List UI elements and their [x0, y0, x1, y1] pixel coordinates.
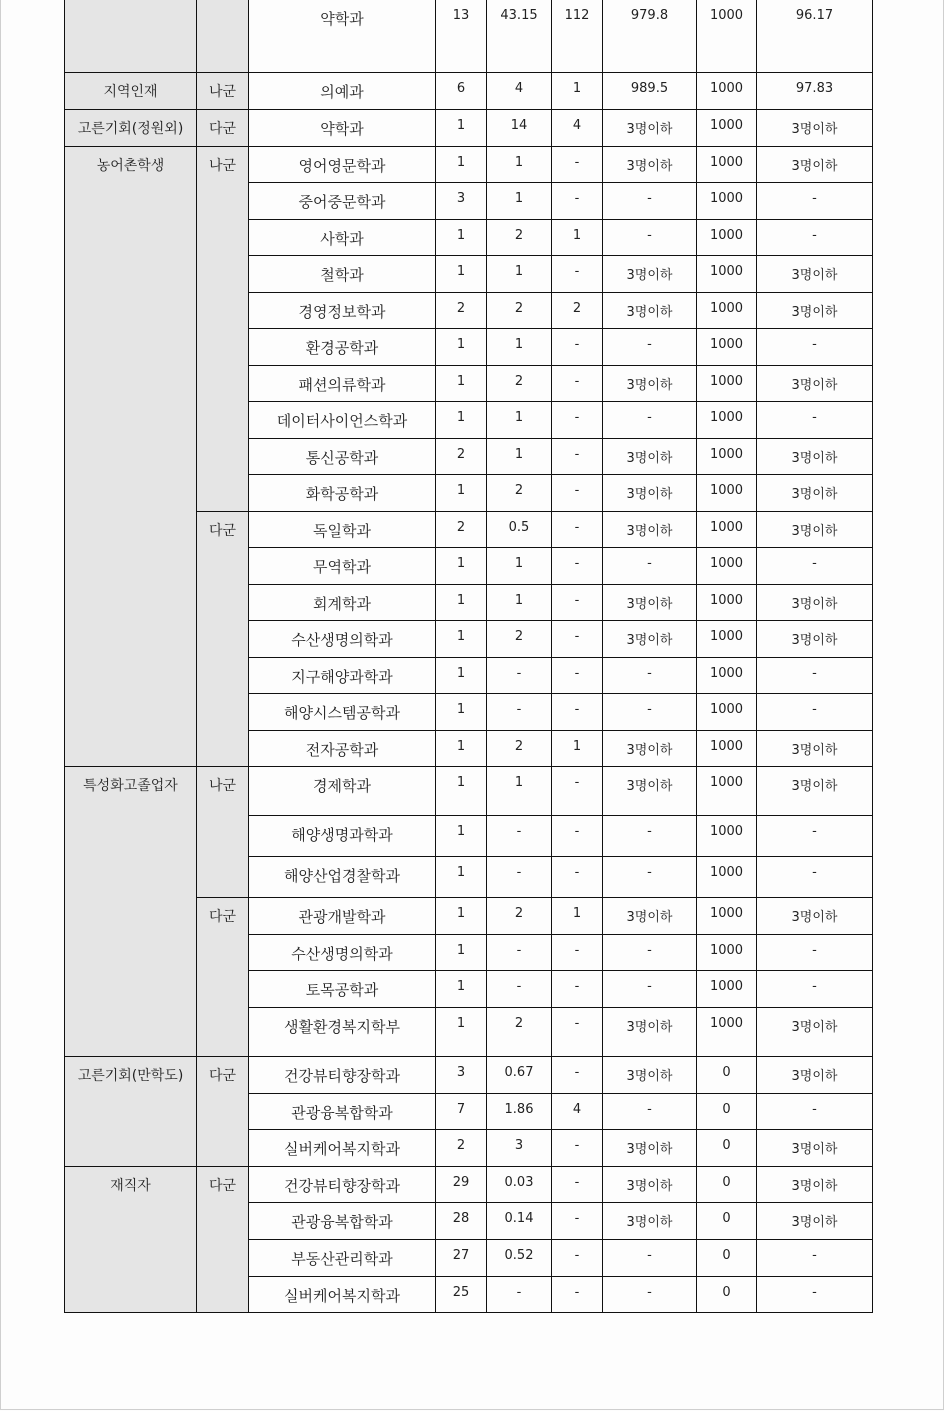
- additional-admit-cell: -: [552, 183, 603, 220]
- gun-cell: 다군: [197, 512, 249, 767]
- max-score-cell: 1000: [697, 439, 757, 475]
- quota-cell: 1: [436, 366, 487, 402]
- admission-type-cell: [65, 0, 197, 73]
- quota-cell: 2: [436, 1130, 487, 1167]
- quota-cell: 1: [436, 220, 487, 256]
- quota-cell: 1: [436, 816, 487, 857]
- avg-score-cell: 3명이하: [603, 475, 697, 512]
- table-row: [65, 767, 873, 816]
- avg-score-cell: 3명이하: [603, 767, 697, 816]
- max-score-cell: 0: [697, 1240, 757, 1277]
- max-score-cell: 1000: [697, 971, 757, 1008]
- converted-avg-cell: 3명이하: [757, 110, 873, 147]
- max-score-cell: 1000: [697, 857, 757, 898]
- max-score-cell: 1000: [697, 0, 757, 73]
- table-row: [65, 147, 873, 183]
- converted-avg-cell: -: [757, 816, 873, 857]
- quota-cell: 2: [436, 439, 487, 475]
- avg-score-cell: 3명이하: [603, 585, 697, 621]
- competition-ratio-cell: 2: [487, 898, 552, 935]
- competition-ratio-cell: 2: [487, 621, 552, 658]
- quota-cell: 2: [436, 293, 487, 329]
- converted-avg-cell: -: [757, 971, 873, 1008]
- converted-avg-cell: 3명이하: [757, 366, 873, 402]
- quota-cell: 1: [436, 147, 487, 183]
- competition-ratio-cell: 0.52: [487, 1240, 552, 1277]
- additional-admit-cell: -: [552, 475, 603, 512]
- department-cell: 전자공학과: [249, 731, 436, 767]
- additional-admit-cell: -: [552, 1203, 603, 1240]
- additional-admit-cell: -: [552, 1008, 603, 1057]
- competition-ratio-cell: 1: [487, 183, 552, 220]
- additional-admit-cell: -: [552, 1277, 603, 1313]
- converted-avg-cell: -: [757, 402, 873, 439]
- converted-avg-cell: -: [757, 935, 873, 971]
- avg-score-cell: -: [603, 971, 697, 1008]
- max-score-cell: 0: [697, 1094, 757, 1130]
- avg-score-cell: 3명이하: [603, 898, 697, 935]
- converted-avg-cell: 3명이하: [757, 512, 873, 548]
- max-score-cell: 1000: [697, 935, 757, 971]
- department-cell: 통신공학과: [249, 439, 436, 475]
- quota-cell: 25: [436, 1277, 487, 1313]
- competition-ratio-cell: 1: [487, 256, 552, 293]
- quota-cell: 1: [436, 935, 487, 971]
- quota-cell: 1: [436, 971, 487, 1008]
- converted-avg-cell: -: [757, 658, 873, 694]
- competition-ratio-cell: 0.14: [487, 1203, 552, 1240]
- department-cell: 해양산업경찰학과: [249, 857, 436, 898]
- avg-score-cell: 3명이하: [603, 293, 697, 329]
- quota-cell: 1: [436, 548, 487, 585]
- max-score-cell: 1000: [697, 293, 757, 329]
- avg-score-cell: 979.8: [603, 0, 697, 73]
- avg-score-cell: -: [603, 1240, 697, 1277]
- max-score-cell: 1000: [697, 329, 757, 366]
- additional-admit-cell: -: [552, 971, 603, 1008]
- competition-ratio-cell: 2: [487, 1008, 552, 1057]
- additional-admit-cell: -: [552, 439, 603, 475]
- additional-admit-cell: -: [552, 1167, 603, 1203]
- max-score-cell: 1000: [697, 898, 757, 935]
- avg-score-cell: 989.5: [603, 73, 697, 110]
- converted-avg-cell: -: [757, 1277, 873, 1313]
- quota-cell: 3: [436, 183, 487, 220]
- quota-cell: 1: [436, 658, 487, 694]
- department-cell: 건강뷰티향장학과: [249, 1167, 436, 1203]
- competition-ratio-cell: 1: [487, 548, 552, 585]
- competition-ratio-cell: 1: [487, 439, 552, 475]
- competition-ratio-cell: -: [487, 694, 552, 731]
- additional-admit-cell: -: [552, 1057, 603, 1094]
- additional-admit-cell: -: [552, 658, 603, 694]
- quota-cell: 3: [436, 1057, 487, 1094]
- gun-cell: 다군: [197, 1167, 249, 1313]
- competition-ratio-cell: 1: [487, 585, 552, 621]
- avg-score-cell: -: [603, 857, 697, 898]
- converted-avg-cell: 3명이하: [757, 621, 873, 658]
- avg-score-cell: -: [603, 329, 697, 366]
- gun-cell: 나군: [197, 767, 249, 898]
- department-cell: 영어영문학과: [249, 147, 436, 183]
- department-cell: 화학공학과: [249, 475, 436, 512]
- converted-avg-cell: 3명이하: [757, 1130, 873, 1167]
- avg-score-cell: -: [603, 816, 697, 857]
- department-cell: 수산생명의학과: [249, 621, 436, 658]
- competition-ratio-cell: 1: [487, 147, 552, 183]
- max-score-cell: 1000: [697, 366, 757, 402]
- avg-score-cell: 3명이하: [603, 1008, 697, 1057]
- additional-admit-cell: -: [552, 767, 603, 816]
- max-score-cell: 1000: [697, 694, 757, 731]
- converted-avg-cell: 3명이하: [757, 585, 873, 621]
- additional-admit-cell: -: [552, 329, 603, 366]
- quota-cell: 2: [436, 512, 487, 548]
- department-cell: 해양생명과학과: [249, 816, 436, 857]
- competition-ratio-cell: 0.03: [487, 1167, 552, 1203]
- max-score-cell: 1000: [697, 220, 757, 256]
- avg-score-cell: -: [603, 1094, 697, 1130]
- max-score-cell: 1000: [697, 512, 757, 548]
- gun-cell: 나군: [197, 147, 249, 512]
- additional-admit-cell: 1: [552, 898, 603, 935]
- quota-cell: 28: [436, 1203, 487, 1240]
- department-cell: 관광융복합학과: [249, 1203, 436, 1240]
- department-cell: 생활환경복지학부: [249, 1008, 436, 1057]
- competition-ratio-cell: -: [487, 935, 552, 971]
- max-score-cell: 1000: [697, 767, 757, 816]
- quota-cell: 1: [436, 475, 487, 512]
- additional-admit-cell: -: [552, 1240, 603, 1277]
- max-score-cell: 1000: [697, 658, 757, 694]
- max-score-cell: 1000: [697, 110, 757, 147]
- quota-cell: 1: [436, 402, 487, 439]
- quota-cell: 7: [436, 1094, 487, 1130]
- avg-score-cell: -: [603, 183, 697, 220]
- additional-admit-cell: -: [552, 585, 603, 621]
- quota-cell: 1: [436, 731, 487, 767]
- max-score-cell: 1000: [697, 585, 757, 621]
- additional-admit-cell: 2: [552, 293, 603, 329]
- avg-score-cell: -: [603, 935, 697, 971]
- avg-score-cell: 3명이하: [603, 439, 697, 475]
- competition-ratio-cell: 1: [487, 329, 552, 366]
- quota-cell: 1: [436, 621, 487, 658]
- competition-ratio-cell: 2: [487, 731, 552, 767]
- max-score-cell: 0: [697, 1130, 757, 1167]
- max-score-cell: 1000: [697, 548, 757, 585]
- quota-cell: 1: [436, 110, 487, 147]
- competition-ratio-cell: -: [487, 971, 552, 1008]
- quota-cell: 1: [436, 256, 487, 293]
- admission-type-cell: 재직자: [65, 1167, 197, 1313]
- converted-avg-cell: -: [757, 548, 873, 585]
- department-cell: 토목공학과: [249, 971, 436, 1008]
- max-score-cell: 1000: [697, 147, 757, 183]
- avg-score-cell: 3명이하: [603, 366, 697, 402]
- quota-cell: 13: [436, 0, 487, 73]
- gun-cell: 나군: [197, 73, 249, 110]
- avg-score-cell: -: [603, 548, 697, 585]
- additional-admit-cell: -: [552, 935, 603, 971]
- max-score-cell: 0: [697, 1057, 757, 1094]
- max-score-cell: 1000: [697, 256, 757, 293]
- max-score-cell: 1000: [697, 402, 757, 439]
- department-cell: 무역학과: [249, 548, 436, 585]
- department-cell: 약학과: [249, 0, 436, 73]
- converted-avg-cell: 97.83: [757, 73, 873, 110]
- avg-score-cell: 3명이하: [603, 256, 697, 293]
- department-cell: 패션의류학과: [249, 366, 436, 402]
- avg-score-cell: 3명이하: [603, 1203, 697, 1240]
- avg-score-cell: -: [603, 402, 697, 439]
- max-score-cell: 1000: [697, 475, 757, 512]
- department-cell: 데이터사이언스학과: [249, 402, 436, 439]
- competition-ratio-cell: -: [487, 658, 552, 694]
- department-cell: 관광개발학과: [249, 898, 436, 935]
- avg-score-cell: -: [603, 694, 697, 731]
- quota-cell: 1: [436, 329, 487, 366]
- department-cell: 회계학과: [249, 585, 436, 621]
- converted-avg-cell: -: [757, 857, 873, 898]
- additional-admit-cell: -: [552, 256, 603, 293]
- competition-ratio-cell: 1: [487, 402, 552, 439]
- max-score-cell: 1000: [697, 816, 757, 857]
- additional-admit-cell: -: [552, 366, 603, 402]
- converted-avg-cell: 3명이하: [757, 256, 873, 293]
- converted-avg-cell: 3명이하: [757, 898, 873, 935]
- avg-score-cell: 3명이하: [603, 1167, 697, 1203]
- additional-admit-cell: -: [552, 147, 603, 183]
- table-row: [65, 1057, 873, 1094]
- avg-score-cell: 3명이하: [603, 621, 697, 658]
- additional-admit-cell: -: [552, 816, 603, 857]
- department-cell: 수산생명의학과: [249, 935, 436, 971]
- max-score-cell: 0: [697, 1167, 757, 1203]
- competition-ratio-cell: 0.67: [487, 1057, 552, 1094]
- converted-avg-cell: -: [757, 694, 873, 731]
- quota-cell: 29: [436, 1167, 487, 1203]
- additional-admit-cell: 4: [552, 110, 603, 147]
- converted-avg-cell: -: [757, 1094, 873, 1130]
- competition-ratio-cell: 1: [487, 767, 552, 816]
- converted-avg-cell: 3명이하: [757, 147, 873, 183]
- converted-avg-cell: 3명이하: [757, 1008, 873, 1057]
- converted-avg-cell: 3명이하: [757, 767, 873, 816]
- max-score-cell: 1000: [697, 183, 757, 220]
- converted-avg-cell: -: [757, 220, 873, 256]
- department-cell: 독일학과: [249, 512, 436, 548]
- department-cell: 해양시스템공학과: [249, 694, 436, 731]
- table-row: [65, 73, 873, 110]
- converted-avg-cell: 3명이하: [757, 293, 873, 329]
- converted-avg-cell: 3명이하: [757, 475, 873, 512]
- additional-admit-cell: 112: [552, 0, 603, 73]
- converted-avg-cell: -: [757, 1240, 873, 1277]
- converted-avg-cell: -: [757, 329, 873, 366]
- competition-ratio-cell: 2: [487, 220, 552, 256]
- avg-score-cell: 3명이하: [603, 110, 697, 147]
- department-cell: 중어중문학과: [249, 183, 436, 220]
- avg-score-cell: 3명이하: [603, 147, 697, 183]
- max-score-cell: 1000: [697, 621, 757, 658]
- additional-admit-cell: 1: [552, 73, 603, 110]
- department-cell: 철학과: [249, 256, 436, 293]
- department-cell: 부동산관리학과: [249, 1240, 436, 1277]
- competition-ratio-cell: 0.5: [487, 512, 552, 548]
- quota-cell: 1: [436, 694, 487, 731]
- gun-cell: 다군: [197, 1057, 249, 1167]
- quota-cell: 27: [436, 1240, 487, 1277]
- additional-admit-cell: 1: [552, 731, 603, 767]
- avg-score-cell: 3명이하: [603, 512, 697, 548]
- max-score-cell: 1000: [697, 1008, 757, 1057]
- additional-admit-cell: 4: [552, 1094, 603, 1130]
- max-score-cell: 1000: [697, 731, 757, 767]
- admission-type-cell: 고른기회(정원외): [65, 110, 197, 147]
- avg-score-cell: 3명이하: [603, 1130, 697, 1167]
- department-cell: 관광융복합학과: [249, 1094, 436, 1130]
- quota-cell: 1: [436, 898, 487, 935]
- table-row: [65, 110, 873, 147]
- competition-ratio-cell: 2: [487, 475, 552, 512]
- competition-ratio-cell: 3: [487, 1130, 552, 1167]
- competition-ratio-cell: -: [487, 1277, 552, 1313]
- competition-ratio-cell: 2: [487, 293, 552, 329]
- converted-avg-cell: 96.17: [757, 0, 873, 73]
- department-cell: 실버케어복지학과: [249, 1277, 436, 1313]
- additional-admit-cell: -: [552, 857, 603, 898]
- additional-admit-cell: 1: [552, 220, 603, 256]
- competition-ratio-cell: -: [487, 816, 552, 857]
- quota-cell: 1: [436, 1008, 487, 1057]
- admission-results-table: [64, 0, 873, 1313]
- avg-score-cell: -: [603, 220, 697, 256]
- quota-cell: 6: [436, 73, 487, 110]
- converted-avg-cell: 3명이하: [757, 1203, 873, 1240]
- converted-avg-cell: 3명이하: [757, 731, 873, 767]
- department-cell: 경제학과: [249, 767, 436, 816]
- avg-score-cell: 3명이하: [603, 731, 697, 767]
- table-row: [65, 1167, 873, 1203]
- additional-admit-cell: -: [552, 548, 603, 585]
- gun-cell: [197, 0, 249, 73]
- quota-cell: 1: [436, 857, 487, 898]
- max-score-cell: 1000: [697, 73, 757, 110]
- department-cell: 실버케어복지학과: [249, 1130, 436, 1167]
- converted-avg-cell: 3명이하: [757, 1167, 873, 1203]
- department-cell: 사학과: [249, 220, 436, 256]
- competition-ratio-cell: 4: [487, 73, 552, 110]
- competition-ratio-cell: 14: [487, 110, 552, 147]
- department-cell: 환경공학과: [249, 329, 436, 366]
- avg-score-cell: -: [603, 1277, 697, 1313]
- competition-ratio-cell: 43.15: [487, 0, 552, 73]
- converted-avg-cell: 3명이하: [757, 1057, 873, 1094]
- competition-ratio-cell: 1.86: [487, 1094, 552, 1130]
- converted-avg-cell: -: [757, 183, 873, 220]
- admission-type-cell: 특성화고졸업자: [65, 767, 197, 1057]
- admission-type-cell: 고른기회(만학도): [65, 1057, 197, 1167]
- additional-admit-cell: -: [552, 1130, 603, 1167]
- avg-score-cell: 3명이하: [603, 1057, 697, 1094]
- avg-score-cell: -: [603, 658, 697, 694]
- additional-admit-cell: -: [552, 694, 603, 731]
- gun-cell: 다군: [197, 898, 249, 1057]
- converted-avg-cell: 3명이하: [757, 439, 873, 475]
- gun-cell: 다군: [197, 110, 249, 147]
- table-row: [65, 0, 873, 73]
- admission-type-cell: 지역인재: [65, 73, 197, 110]
- competition-ratio-cell: -: [487, 857, 552, 898]
- additional-admit-cell: -: [552, 621, 603, 658]
- additional-admit-cell: -: [552, 512, 603, 548]
- max-score-cell: 0: [697, 1203, 757, 1240]
- department-cell: 경영정보학과: [249, 293, 436, 329]
- admission-type-cell: 농어촌학생: [65, 147, 197, 767]
- department-cell: 의예과: [249, 73, 436, 110]
- department-cell: 지구해양과학과: [249, 658, 436, 694]
- additional-admit-cell: -: [552, 402, 603, 439]
- quota-cell: 1: [436, 585, 487, 621]
- max-score-cell: 0: [697, 1277, 757, 1313]
- competition-ratio-cell: 2: [487, 366, 552, 402]
- department-cell: 약학과: [249, 110, 436, 147]
- department-cell: 건강뷰티향장학과: [249, 1057, 436, 1094]
- quota-cell: 1: [436, 767, 487, 816]
